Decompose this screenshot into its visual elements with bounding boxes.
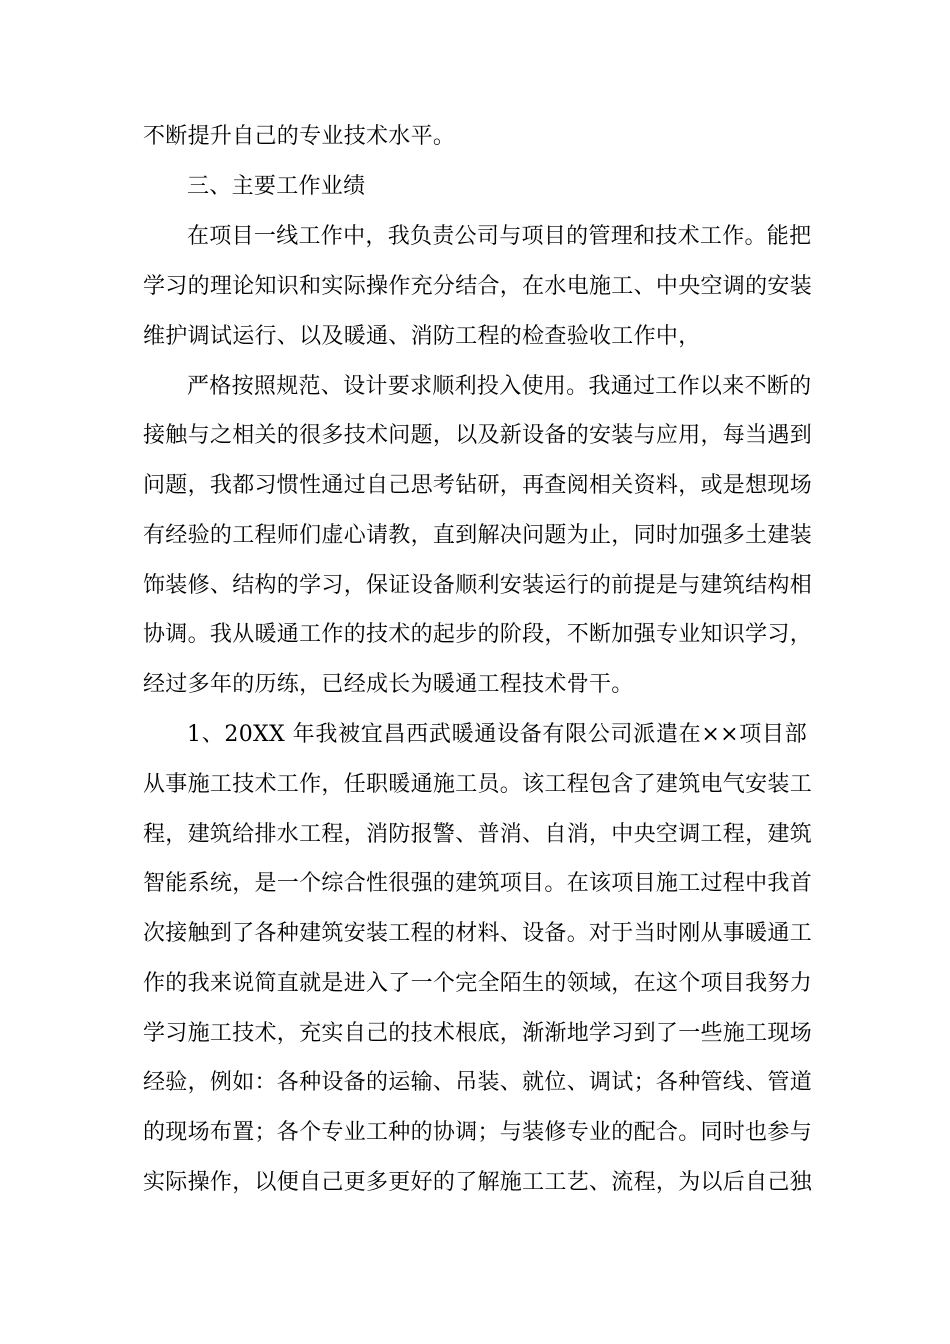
paragraph-line: 接触与之相关的很多技术问题，以及新设备的安装与应用，每当遇到 xyxy=(143,423,813,448)
paragraph-line: 严格按照规范、设计要求顺利投入使用。我通过工作以来不断的 xyxy=(187,374,812,399)
paragraph-line: 饰装修、结构的学习，保证设备顺利安装运行的前提是与建筑结构相 xyxy=(143,573,813,598)
paragraph-line: 实际操作，以便自己更多更好的了解施工工艺、流程，为以后自己独 xyxy=(143,1170,813,1195)
paragraph-line: 问题，我都习惯性通过自己思考钻研，再查阅相关资料，或是想现场 xyxy=(143,473,813,498)
paragraph-line: 不断提升自己的专业技术水平。 xyxy=(143,124,456,149)
paragraph-line: 维护调试运行、以及暖通、消防工程的检查验收工作中， xyxy=(143,324,701,349)
paragraph-line: 的现场布置；各个专业工种的协调；与装修专业的配合。同时也参与 xyxy=(143,1120,813,1145)
section-heading: 三、主要工作业绩 xyxy=(187,174,366,199)
paragraph-line: 1、20XX 年我被宜昌西武暖通设备有限公司派遣在××项目部 xyxy=(187,722,807,747)
paragraph-line: 在项目一线工作中，我负责公司与项目的管理和技术工作。能把 xyxy=(187,224,812,249)
paragraph-line: 程，建筑给排水工程，消防报警、普消、自消，中央空调工程，建筑 xyxy=(143,822,813,847)
paragraph-line: 作的我来说简直就是进入了一个完全陌生的领域，在这个项目我努力 xyxy=(143,971,813,996)
paragraph-line: 经验，例如：各种设备的运输、吊装、就位、调试；各种管线、管道 xyxy=(143,1070,813,1095)
paragraph-line: 学习的理论知识和实际操作充分结合，在水电施工、中央空调的安装 xyxy=(143,274,813,299)
paragraph-line: 学习施工技术，充实自己的技术根底，渐渐地学习到了一些施工现场 xyxy=(143,1021,813,1046)
paragraph-line: 智能系统，是一个综合性很强的建筑项目。在该项目施工过程中我首 xyxy=(143,871,813,896)
paragraph-line: 次接触到了各种建筑安装工程的材料、设备。对于当时刚从事暖通工 xyxy=(143,921,813,946)
paragraph-line: 经过多年的历练，已经成长为暖通工程技术骨干。 xyxy=(143,672,634,697)
paragraph-line: 有经验的工程师们虚心请教，直到解决问题为止，同时加强多土建装 xyxy=(143,523,813,548)
paragraph-line: 从事施工技术工作，任职暖通施工员。该工程包含了建筑电气安装工 xyxy=(143,772,813,797)
paragraph-line: 协调。我从暖通工作的技术的起步的阶段，不断加强专业知识学习， xyxy=(143,622,813,647)
